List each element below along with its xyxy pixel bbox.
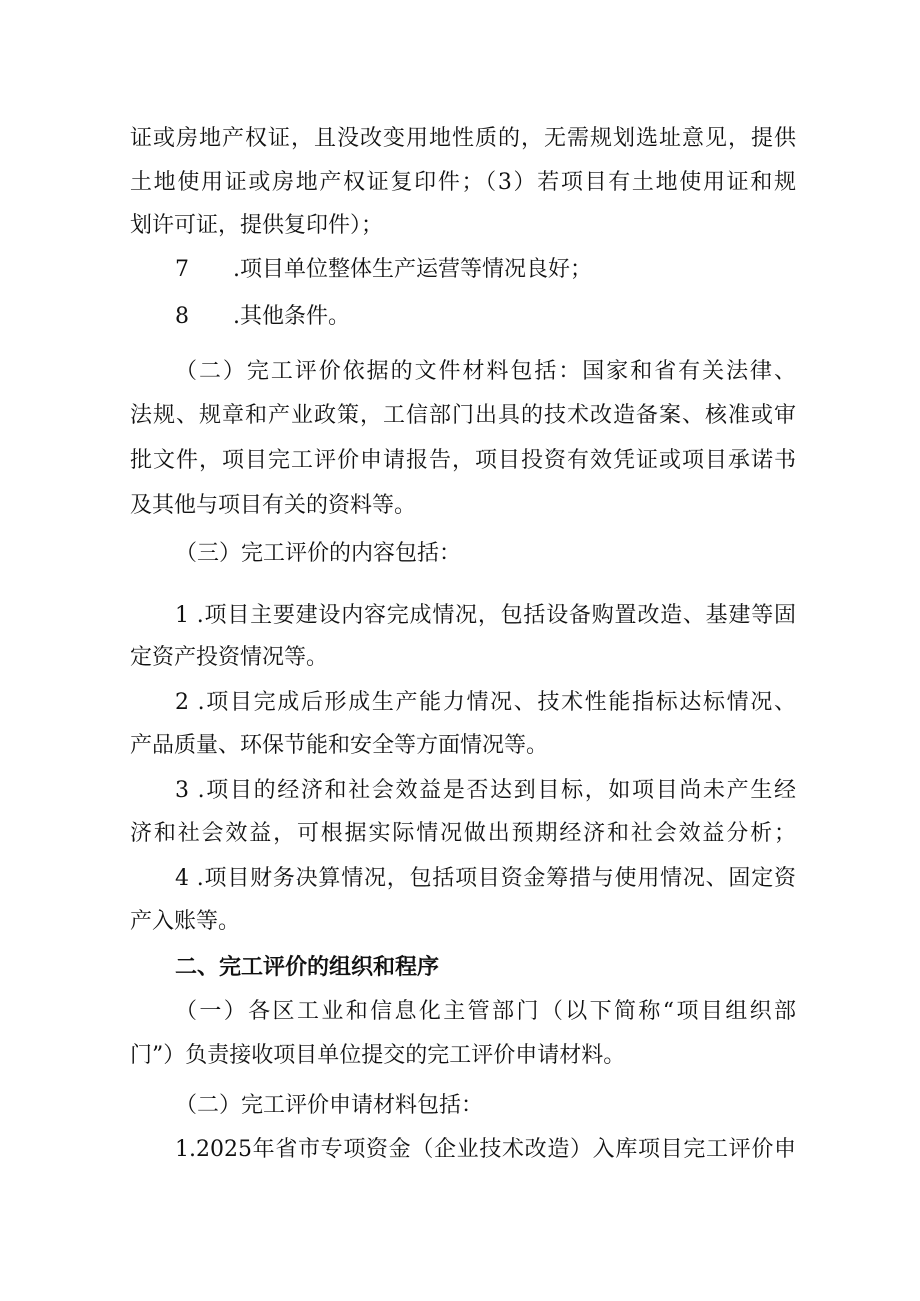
list-text: .其他条件。 (233, 304, 350, 329)
paragraph-line: 1.2025年省市专项资金（企业技术改造）入库项目完工评价申 (175, 1137, 796, 1162)
paragraph-line: 批文件，项目完工评价申请报告，项目投资有效凭证或项目承诺书 (130, 448, 796, 473)
paragraph-line: 济和社会效益，可根据实际情况做出预期经济和社会效益分析； (130, 821, 796, 846)
paragraph-line: 证或房地产权证，且没改变用地性质的，无需规划选址意见，提供 (130, 126, 796, 151)
paragraph-line: 及其他与项目有关的资料等。 (130, 493, 417, 518)
paragraph-line: 产入账等。 (130, 909, 241, 934)
paragraph-line: 土地使用证或房地产权证复印件；（3）若项目有土地使用证和规 (130, 170, 796, 195)
list-text: .项目单位整体生产运营等情况良好； (233, 257, 592, 282)
list-number: 8 (175, 304, 189, 329)
paragraph-line: （一）各区工业和信息化主管部门（以下简称“项目组织部 (175, 999, 796, 1024)
list-number: 7 (175, 257, 189, 282)
paragraph-line: 法规、规章和产业政策，工信部门出具的技术改造备案、核准或审 (130, 403, 796, 428)
paragraph-line: 2 .项目完成后形成生产能力情况、技术性能指标达标情况、 (175, 690, 796, 715)
paragraph-line: 划许可证，提供复印件）； (130, 213, 384, 238)
paragraph-line: 定资产投资情况等。 (130, 645, 329, 670)
list-item-7 (175, 254, 592, 286)
paragraph-line: 4 .项目财务决算情况，包括项目资金筹措与使用情况、固定资 (175, 866, 796, 891)
paragraph-line: 1 .项目主要建设内容完成情况，包括设备购置改造、基建等固 (175, 603, 796, 628)
paragraph-line: 3 .项目的经济和社会效益是否达到目标，如项目尚未产生经 (175, 778, 796, 803)
paragraph-line: 产品质量、环保节能和安全等方面情况等。 (130, 733, 549, 758)
section-heading: （三）完工评价的内容包括： (175, 541, 462, 566)
section-heading: （二）完工评价申请材料包括： (175, 1093, 484, 1118)
list-item-8 (175, 301, 350, 333)
paragraph-line: （二）完工评价依据的文件材料包括：国家和省有关法律、 (175, 359, 796, 384)
paragraph-line: 门”）负责接收项目单位提交的完工评价申请材料。 (130, 1043, 626, 1068)
chapter-heading: 二、完工评价的组织和程序 (175, 954, 440, 980)
